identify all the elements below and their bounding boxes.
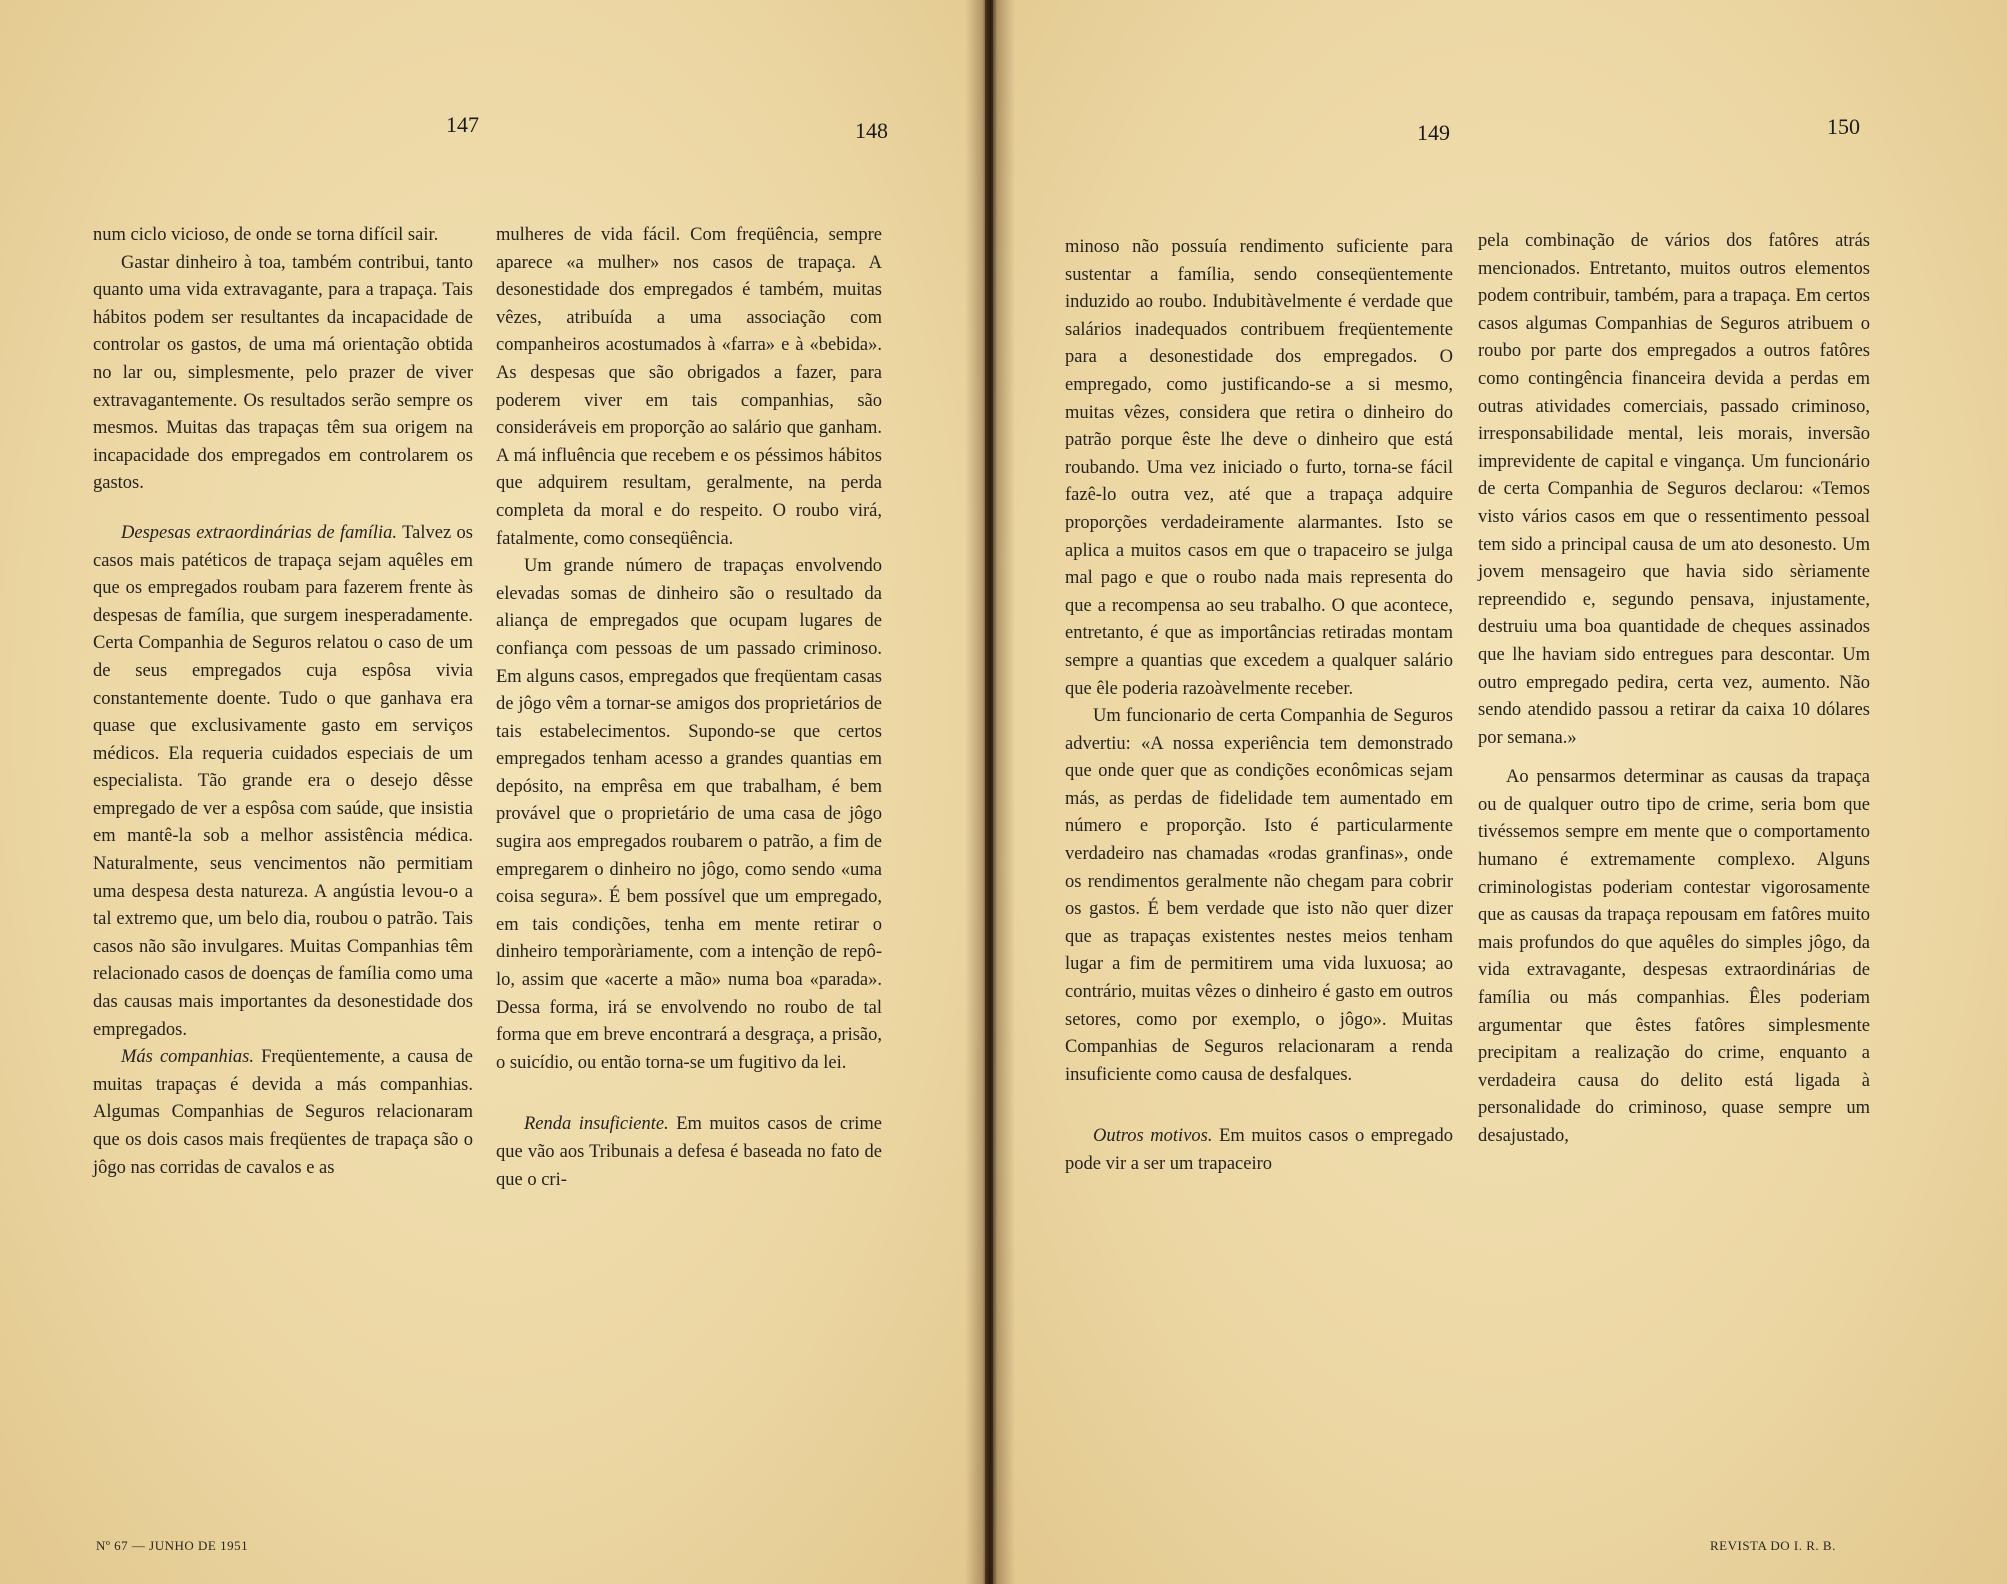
section-heading: Outros motivos. bbox=[1093, 1126, 1213, 1147]
paragraph: num ciclo vicioso, de onde se torna difícil sair. bbox=[93, 225, 439, 245]
paragraph bbox=[93, 520, 473, 1044]
left-page-column-1 bbox=[93, 222, 473, 1182]
section-heading: Renda insuficiente. bbox=[524, 1114, 669, 1135]
paragraph-text: Freqüentemente, a causa de muitas trapaças é devida a más companhias. Algumas Companhias de Seguros relacionaram que os dois casos mais freqüentes de trapaça são o jôgo nas corridas de cavalos e as bbox=[93, 1047, 473, 1178]
page-number-150: 150 bbox=[1827, 114, 1860, 139]
left-page bbox=[0, 0, 985, 1584]
book-gutter bbox=[965, 0, 1015, 1584]
paragraph-text: Em muitos casos de crime que vão aos Tribunais a defesa é baseada no fato de que o cri- bbox=[496, 1114, 882, 1190]
right-page-column-1 bbox=[1065, 234, 1453, 1179]
paragraph: Gastar dinheiro à toa, também contribui, tanto quanto uma vida extravagante, para a trapaça. Tais hábitos podem ser resultantes da incapacidade de controlar os gastos, de uma má orientação obtida no lar ou, simplesmente, pelo prazer de viver extravagantemente. Os resultados serão sempre os mesmos. Muitas das trapaças têm sua origem na incapacidade dos empregados em controlarem os gastos. bbox=[93, 252, 473, 494]
section-heading: Más companhias. bbox=[121, 1047, 255, 1068]
paragraph bbox=[496, 1111, 882, 1194]
page-number-147: 147 bbox=[446, 112, 479, 137]
paragraph: minoso não possuía rendimento suficiente para sustentar a família, sendo conseqüentemente induzido ao roubo. Indubitàvelmente é verdade que salários inadequados contribuem freqüentemente para a desonestidade dos empregados. O empregado, como justificando-se a si mesmo, muitas vêzes, considera que retira o dinheiro do patrão porque êste lhe deve o dinheiro que está roubando. Uma vez iniciado o furto, torna-se fácil fazê-lo outra vez, até que a trapaça adquire proporções verdadeiramente alarmantes. Isto se aplica a muitos casos em que o trapaceiro se julga mal pago e que o roubo nada mais representa do que a recompensa ao seu trabalho. O que acontece, entretanto, é que as importâncias retiradas montam sempre a quantias que excedem a qualquer salário que êle poderia razoàvelmente receber. bbox=[1065, 237, 1453, 699]
paragraph bbox=[1065, 1123, 1453, 1178]
paragraph bbox=[93, 1044, 473, 1182]
paragraph: Um grande número de trapaças envolvendo elevadas somas de dinheiro são o resultado da aliança de empregados que ocupam lugares de confiança com pessoas de um passado criminoso. Em alguns casos, empregados que freqüentam casas de jôgo vêm a tornar-se amigos dos proprietários de tais estabelecimentos. Supondo-se que certos empregados tenham acesso a grandes quantias em depósito, na emprêsa em que trabalham, é bem provável que o proprietário de uma casa de jôgo sugira aos empregados roubarem o patrão, a fim de empregarem o dinheiro no jôgo, como sendo «uma coisa segura». É bem possível que um empregado, em tais condições, tenha em mente retirar o dinheiro temporàriamente, com a intenção de repô-lo, assim que «acerte a mão» numa boa «parada». Dessa forma, irá se envolvendo no roubo de tal forma que em breve encontrará a desgraça, a prisão, o suicídio, ou então torna-se um fugitivo da lei. bbox=[496, 556, 882, 1073]
right-page bbox=[993, 0, 2007, 1584]
page-number-148: 148 bbox=[855, 118, 888, 143]
paragraph: mulheres de vida fácil. Com freqüência, sempre aparece «a mulher» nos casos de trapaça. A desonestidade dos empregados é também, muitas vêzes, atribuída a uma associação com companheiros acostumados à «farra» e à «bebida». As despesas que são obrigados a fazer, para poderem viver em tais companhias, são consideráveis em proporção ao salário que ganham. A má influência que recebem e os péssimos hábitos que adquirem resultam, geralmente, na perda completa da moral e do respeito. O roubo virá, fatalmente, como conseqüência. bbox=[496, 225, 882, 549]
paragraph-text: Talvez os casos mais patéticos de trapaça sejam aquêles em que os empregados roubam para fazerem frente às despesas de família, que surgem inesperadamente. Certa Companhia de Seguros relatou o caso de um de seus empregados cuja espôsa vivia constantemente doente. Tudo o que ganhava era quase que exclusivamente gasto em serviços médicos. Ela requeria cuidados especiais de um especialista. Tão grande era o desejo dêsse empregado de ver a espôsa com saúde, que insistia em mantê-la sob a melhor assistência médica. Naturalmente, seus vencimentos não permitiam uma despesa desta natureza. A angústia levou-o a tal extremo que, um belo dia, roubou o patrão. Tais casos não são invulgares. Muitas Companhias têm relacionado casos de doenças de família como uma das causas mais importantes da desonestidade dos empregados. bbox=[93, 522, 474, 1040]
paragraph: Um funcionario de certa Companhia de Seguros advertiu: «A nossa experiência tem demonstrado que onde quer que as condições econômicas sejam más, as perdas de fidelidade tem aumentado em número e proporção. Isto é particularmente verdadeiro nas chamadas «rodas granfinas», onde os rendimentos geralmente não chegam para cobrir os gastos. É bem verdade que isto não quer dizer que as trapaças existentes nestes meios tenham lugar a fim de permitirem uma vida luxuosa; ao contrário, muitas vêzes o dinheiro é gasto em outros setores, como por exemplo, o jôgo». Muitas Companhias de Seguros relacionaram a renda insuficiente como causa de desfalques. bbox=[1065, 706, 1453, 1085]
left-page-column-2 bbox=[496, 222, 882, 1194]
paragraph: pela combinação de vários dos fatôres atrás mencionados. Entretanto, muitos outros elementos podem contribuir, também, para a trapaça. Em certos casos algumas Companhias de Seguros atribuem o roubo por parte dos empregados a outros fatôres como contingência financeira devida a perdas em outras atividades comerciais, passado criminoso, irresponsabilidade mental, leis morais, inversão imprevidente de capital e vingança. Um funcionário de certa Companhia de Seguros declarou: «Temos visto vários casos em que o ressentimento pessoal tem sido a principal causa de um ato desonesto. Um jovem mensageiro que havia sido sèriamente repreendido e, segundo pensava, injustamente, destruiu uma boa quantidade de cheques assinados que lhe haviam sido entregues para descontar. Um outro empregado pedira, certa vez, aumento. Não sendo atendido passou a retirar da caixa 10 dólares por semana.» bbox=[1478, 231, 1870, 748]
page-number-149: 149 bbox=[1417, 120, 1450, 145]
paragraph: Ao pensarmos determinar as causas da trapaça ou de qualquer outro tipo de crime, seria bom que tivéssemos sempre em mente que o comportamento humano é extremamente complexo. Alguns criminologistas poderiam contestar vigorosamente que as causas da trapaça repousam em fatôres muito mais profundos do que aquêles do simples jôgo, da vida extravagante, despesas extraordinárias de família ou más companhias. Êles poderiam argumentar que êstes fatôres simplesmente precipitam a realização do crime, enquanto a verdadeira causa do delito está ligada à personalidade do criminoso, quase sempre um desajustado, bbox=[1478, 767, 1870, 1146]
section-heading: Despesas extraordinárias de família. bbox=[121, 522, 398, 543]
right-page-column-2 bbox=[1478, 228, 1870, 1151]
paragraph-text: Em muitos casos o empregado pode vir a ser um trapaceiro bbox=[1065, 1126, 1453, 1174]
footer-issue: Nº 67 — JUNHO DE 1951 bbox=[96, 1538, 249, 1553]
footer-journal-title: REVISTA DO I. R. B. bbox=[1710, 1538, 1836, 1553]
